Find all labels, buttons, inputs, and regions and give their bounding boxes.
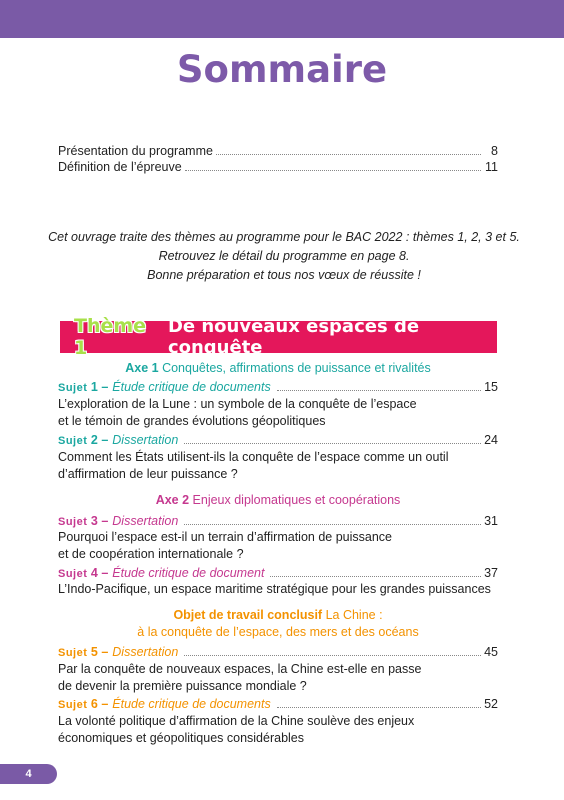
axe-subheading <box>58 625 498 639</box>
page-title: Sommaire <box>176 48 388 91</box>
axe-label: Objet de travail conclusif <box>173 608 323 622</box>
sujet-type: Dissertation <box>112 645 179 659</box>
sujet-entry[interactable] <box>58 380 498 394</box>
sujet-number: 2 – <box>90 433 109 447</box>
sujet-prefix: Sujet <box>58 647 88 659</box>
page-number: 4 <box>0 764 57 784</box>
intro-line: Cet ouvrage traite des thèmes au programme pour le BAC 2022 : thèmes 1, 2, 3 et 5. <box>48 230 520 244</box>
sujet-entry[interactable] <box>58 645 498 659</box>
dot-leader <box>184 655 481 656</box>
intro-line: Bonne préparation et tous nos vœux de réussite ! <box>147 268 421 282</box>
axe-label: Axe 2 <box>155 493 190 507</box>
desc-line: L’Indo-Pacifique, un espace maritime stratégique pour les grandes puissances <box>58 582 491 596</box>
sujet-page: 45 <box>484 645 498 659</box>
sujet-prefix: Sujet <box>58 699 88 711</box>
sujet-prefix: Sujet <box>58 382 88 394</box>
desc-line: d’affirmation de leur puissance ? <box>58 467 238 481</box>
sujet-type: Dissertation <box>112 514 179 528</box>
dot-leader <box>184 524 481 525</box>
sujet-prefix: Sujet <box>58 568 88 580</box>
toc-label: Définition de l’épreuve <box>58 160 182 174</box>
toc-item-programme[interactable] <box>58 144 498 158</box>
sujet-number: 4 – <box>90 566 109 580</box>
axe-heading <box>58 361 498 375</box>
desc-line: Par la conquête de nouveaux espaces, la Chine est-elle en passe <box>58 662 422 676</box>
sujet-description <box>58 661 498 695</box>
sujet-entry[interactable] <box>58 697 498 711</box>
sujet-page: 31 <box>484 514 498 528</box>
desc-line: Pourquoi l’espace est-il un terrain d’affirmation de puissance <box>58 530 392 544</box>
top-bar <box>0 0 564 38</box>
sujet-number: 1 – <box>90 380 109 394</box>
sujet-page: 24 <box>484 433 498 447</box>
sujet-number: 3 – <box>90 514 109 528</box>
sujet-type: Étude critique de documents <box>112 380 271 394</box>
sujet-description <box>58 581 498 598</box>
theme-title: De nouveaux espaces de conquête <box>167 316 420 358</box>
toc-page: 11 <box>485 160 498 174</box>
axe-text: Enjeux diplomatiques et coopérations <box>192 493 401 507</box>
dot-leader <box>216 154 481 155</box>
sujet-entry[interactable] <box>58 514 498 528</box>
sujet-description <box>58 529 498 563</box>
sujet-number: 5 – <box>90 645 109 659</box>
toc-item-epreuve[interactable] <box>58 160 498 174</box>
dot-leader <box>185 170 481 171</box>
intro-text <box>40 228 528 285</box>
desc-line: et le témoin de grandes évolutions géopolitiques <box>58 414 326 428</box>
axe-heading <box>58 493 498 507</box>
dot-leader <box>277 390 481 391</box>
sujet-prefix: Sujet <box>58 435 88 447</box>
dot-leader <box>184 443 481 444</box>
sujet-type: Étude critique de documents <box>112 697 271 711</box>
desc-line: de devenir la première puissance mondiale ? <box>58 679 307 693</box>
axe-text: La Chine : <box>325 608 383 622</box>
sujet-description <box>58 449 498 483</box>
toc-label: Présentation du programme <box>58 144 213 158</box>
theme-banner <box>60 315 497 359</box>
axe-label: Axe 1 <box>125 361 159 375</box>
sujet-description <box>58 396 498 430</box>
sujet-type: Dissertation <box>112 433 179 447</box>
toc-page: 8 <box>491 144 498 158</box>
theme-tag: Thème 1 <box>74 315 147 359</box>
sujet-number: 6 – <box>90 697 109 711</box>
intro-line: Retrouvez le détail du programme en page 8. <box>158 249 410 263</box>
sujet-page: 15 <box>484 380 498 394</box>
axe-text: à la conquête de l’espace, des mers et des océans <box>137 625 419 639</box>
desc-line: Comment les États utilisent-ils la conquête de l’espace comme un outil <box>58 450 449 464</box>
desc-line: L’exploration de la Lune : un symbole de la conquête de l’espace <box>58 397 417 411</box>
axe-heading <box>58 608 498 622</box>
dot-leader <box>277 707 481 708</box>
dot-leader <box>270 576 481 577</box>
axe-text: Conquêtes, affirmations de puissance et rivalités <box>162 361 431 375</box>
sujet-entry[interactable] <box>58 433 498 447</box>
sujet-entry[interactable] <box>58 566 498 580</box>
desc-line: La volonté politique d’affirmation de la Chine soulève des enjeux <box>58 714 415 728</box>
sujet-page: 52 <box>484 697 498 711</box>
sujet-type: Étude critique de document <box>112 566 265 580</box>
desc-line: et de coopération internationale ? <box>58 547 244 561</box>
sujet-page: 37 <box>484 566 498 580</box>
sujet-prefix: Sujet <box>58 516 88 528</box>
sujet-description <box>58 713 498 747</box>
desc-line: économiques et géopolitiques considérables <box>58 731 304 745</box>
